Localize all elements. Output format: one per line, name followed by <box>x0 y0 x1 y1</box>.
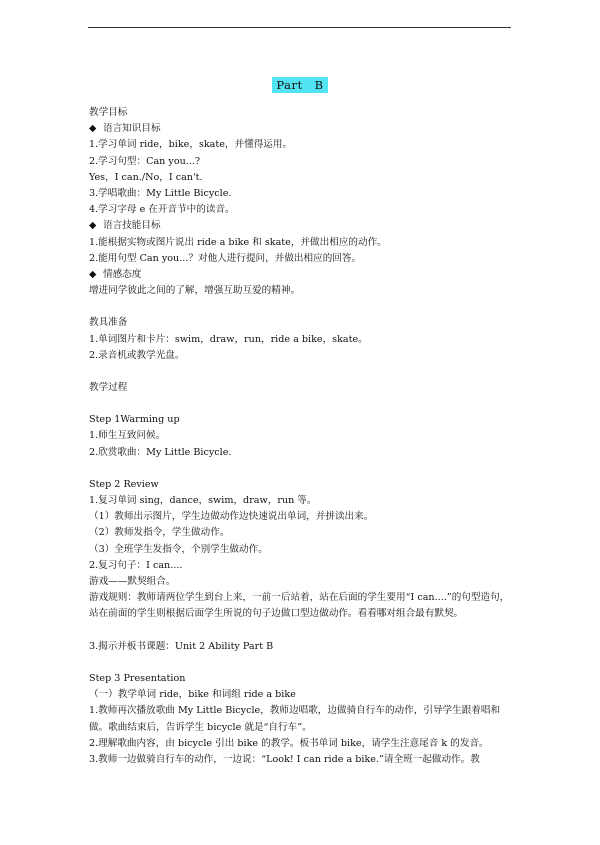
page-title: Part B <box>272 77 327 93</box>
section-heading-objectives: 教学目标 <box>89 107 128 118</box>
step-line: （3）全班学生发指令，个别学生做动作。 <box>89 543 268 555</box>
step-line: （2）教师发指令，学生做动作。 <box>89 527 230 539</box>
objective-line: 4.学习字母 e 在开音节中的读音。 <box>89 204 235 216</box>
objective-line: 2.能用句型 Can you...？对他人进行提问，并做出相应的回答。 <box>89 252 362 264</box>
section-heading-process: 教学过程 <box>89 382 128 394</box>
step-heading: Step 2 Review <box>89 478 159 490</box>
step-line: （1）教师出示图片，学生边做动作边快速说出单词，并拼读出来。 <box>89 511 374 523</box>
objective-line: 增进同学彼此之间的了解，增强互助互爱的精神。 <box>89 285 301 297</box>
step-paragraph: 游戏规则：教师请两位学生到台上来，一前一后站着，站在后面的学生要用“I can....”的句型造句，站在前面的学生则根据后面学生所说的句子边做口型边做动作。看看哪对组合最有默契。 <box>89 592 510 620</box>
step-line: 3.揭示并板书课题：Unit 2 Ability Part B <box>89 640 274 652</box>
prep-line: 2.录音机或教学光盘。 <box>89 349 185 361</box>
section-heading-prep: 教具准备 <box>89 317 128 329</box>
step-line: 3.教师一边做骑自行车的动作，一边说：“Look! I can ride a bike.”请全班一起做动作。教 <box>89 753 480 765</box>
step-line: 2.欣赏歌曲：My Little Bicycle. <box>89 446 232 458</box>
objective-line: 1.能根据实物或图片说出 ride a bike 和 skate，并做出相应的动作。 <box>89 236 387 248</box>
diamond-bullet-icon: ◆ <box>89 123 97 135</box>
prep-line: 1.单词图片和卡片：swim，draw，run，ride a bike，skate。 <box>89 333 368 345</box>
step-line: 游戏——默契组合。 <box>89 576 176 588</box>
step-paragraph: 1.教师再次播放歌曲 My Little Bicycle，教师边唱歌，边做骑自行车的动作，引导学生跟着唱和做。歌曲结束后，告诉学生 bicycle 就是“自行车”。 <box>89 705 501 733</box>
subheading-skill: ◆ 语言技能目标 <box>89 218 513 234</box>
header-rule <box>88 27 511 28</box>
diamond-bullet-icon: ◆ <box>89 269 97 281</box>
subheading-knowledge: ◆ 语言知识目标 <box>89 121 513 137</box>
step-line: 2.复习句子：I can.... <box>89 559 183 571</box>
step-paragraph: 2.理解歌曲内容，由 bicycle 引出 bike 的教学。板书单词 bike，请学生注意尾音 k 的发音。 <box>89 737 489 749</box>
document-body <box>89 105 513 768</box>
objective-line: Yes，I can./No，I can't. <box>89 171 203 183</box>
step-line: 1.师生互致问候。 <box>89 430 166 442</box>
diamond-bullet-icon: ◆ <box>89 220 97 232</box>
step-heading: Step 1Warming up <box>89 414 180 426</box>
subheading-emotion: ◆ 情感态度 <box>89 267 513 283</box>
step-line: 1.复习单词 sing，dance，swim，draw，run 等。 <box>89 495 317 507</box>
objective-line: 1.学习单词 ride，bike，skate，并懂得运用。 <box>89 139 293 151</box>
objective-line: 2.学习句型：Can you...? <box>89 155 201 167</box>
step-line: （一）教学单词 ride，bike 和词组 ride a bike <box>89 689 296 701</box>
objective-line: 3.学唱歌曲：My Little Bicycle. <box>89 188 232 200</box>
step-heading: Step 3 Presentation <box>89 672 186 684</box>
